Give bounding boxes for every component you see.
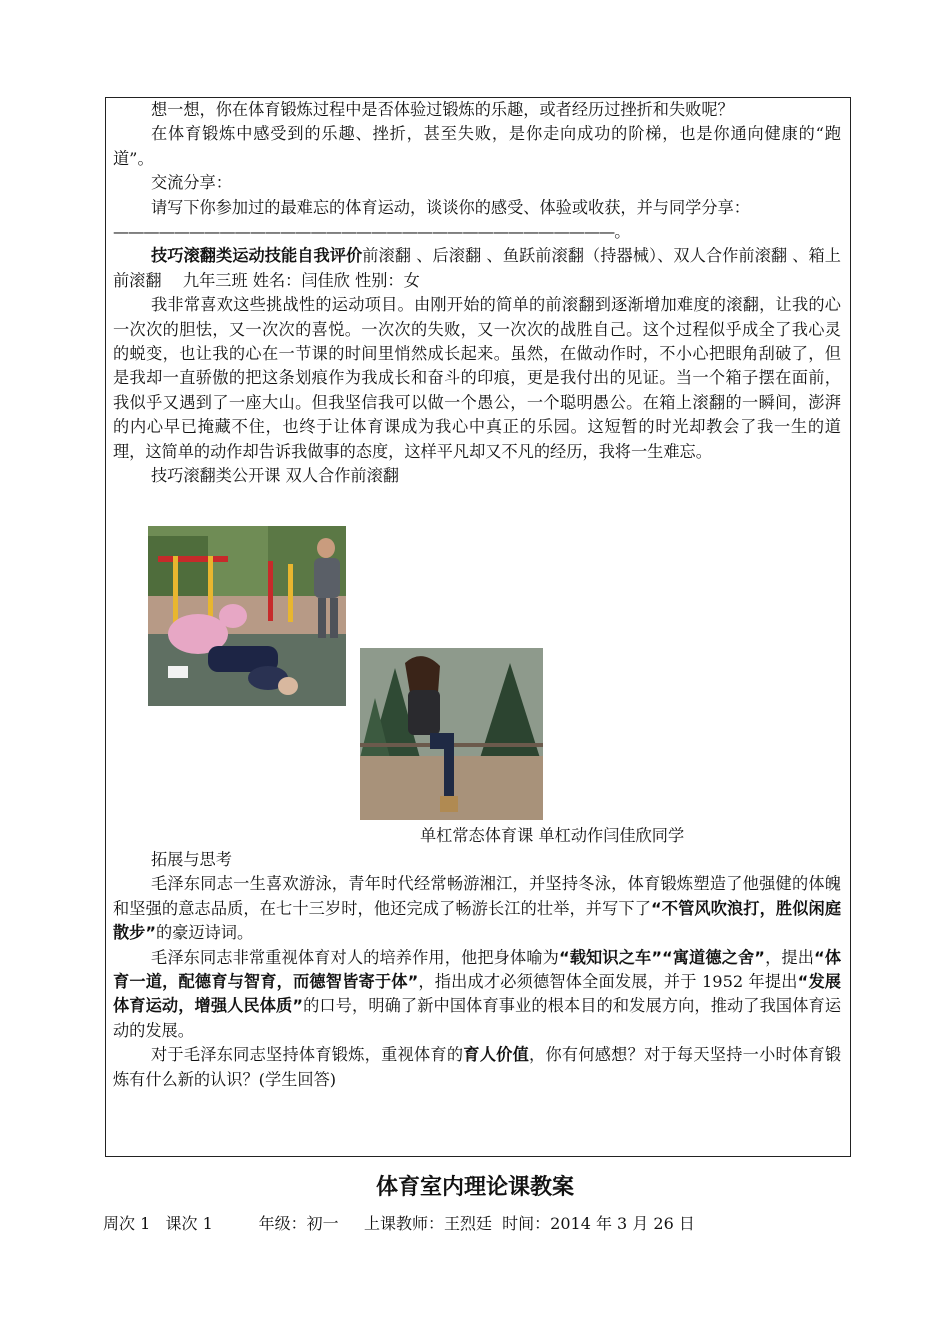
photo-caption-2: 单杠常态体育课 单杠动作闫佳欣同学 — [420, 826, 685, 845]
expand-section — [113, 848, 841, 1092]
rolling-photo — [148, 526, 346, 706]
p1-quote: “不管风吹浪打，胜似闲庭散步” — [113, 898, 842, 943]
answer-line: —————————————————————————————————。 — [113, 222, 630, 242]
page-title: 体育室内理论课教案 — [375, 1175, 574, 1200]
p1-text-c: 的豪迈诗词。 — [156, 923, 254, 943]
p2-quote-2: “体育一道，配德育与智育，而德智皆寄于体” — [113, 947, 842, 992]
p2-quote-3: “发展体育运动，增强人民体质” — [113, 972, 841, 1016]
p2-text-g: 的口号，明确了新中国体育事业的根本目的和发展方向，推动了我国体育运动的发展。 — [113, 996, 842, 1040]
expand-label: 拓展与思考 — [151, 850, 232, 869]
horizontal-bar-photo — [360, 648, 543, 820]
question-1: 想一想，你在体育锻炼过程中是否体验过锻炼的乐趣，或者经历过挫折和失败呢？ — [151, 100, 734, 119]
share-prompt: 请写下你参加过的最难忘的体育运动，谈谈你的感受、体验或收获，并与同学分享： — [151, 197, 750, 217]
expand-paragraph-3 — [113, 1043, 841, 1092]
expand-paragraph-2 — [113, 946, 841, 1044]
eval-items: 前滚翻 、后滚翻 、鱼跃前滚翻（持器械）、双人合作前滚翻 、箱上前滚翻 九年三班 姓名：闫佳欣 性别：女 — [113, 246, 841, 290]
p3-emphasis: 育人价值 — [463, 1045, 530, 1065]
p1-text-a: 毛泽东同志一生喜欢游泳，青年时代经常畅游湘江，并坚持冬泳，体育锻炼塑造了他强健的体魄和坚强的意志品质，在七十三岁时，他还完成了畅游长江的壮举，并写下了 — [113, 874, 841, 918]
expand-paragraph-1 — [113, 872, 841, 945]
p2-quote-1: “载知识之车”“寓道德之舍” — [558, 947, 765, 967]
p2-text-c: ，提出 — [764, 947, 815, 967]
share-label: 交流分享： — [151, 173, 232, 193]
lesson-content — [113, 98, 841, 489]
eval-title: 技巧滚翻类运动技能自我评价 — [151, 246, 363, 266]
eval-heading — [113, 244, 841, 293]
p3-text-a: 对于毛泽东同志坚持体育锻炼，重视体育的 — [151, 1045, 464, 1065]
lesson-meta: 周次 1 课次 1 年级：初一 上课教师：王烈廷 时间：2014 年 3 月 26 日 — [103, 1214, 695, 1233]
eval-essay: 我非常喜欢这些挑战性的运动项目。由刚开始的简单的前滚翻到逐渐增加难度的滚翻，让我的心一次次的胆怯，又一次次的喜悦。一次次的失败，又一次次的战胜自己。这个过程似乎成全了我心灵的蜕变，也让我的心在一节课的时间里悄然成长起来。虽然，在做动作时，不小心把眼角刮破了，但是我却一直骄傲的把这条划痕作为我成长和奋斗的印痕，更是我付出的见证。当一个箱子摆在面前，我似乎又遇到了一座大山。但我坚信我可以做一个愚公，一个聪明愚公。在箱上滚翻的一瞬间，澎湃的内心早已掩藏不住，也终于让体育课成为我心中真正的乐园。这短暂的时光却教会了我一生的道理，这简单的动作却告诉我做事的态度，这样平凡却又不凡的经历，我将一生难忘。 — [113, 295, 841, 461]
p2-text-e: ，指出成才必须德智体全面发展，并于 1952 年提出 — [418, 972, 798, 992]
p2-text-a: 毛泽东同志非常重视体育对人的培养作用，他把身体喻为 — [151, 947, 559, 967]
question-2: 在体育锻炼中感受到的乐趣、挫折，甚至失败，是你走向成功的阶梯，也是你通向健康的“跑道”。 — [113, 124, 841, 168]
photo-caption-1: 技巧滚翻类公开课 双人合作前滚翻 — [151, 466, 399, 486]
p3-text-c: ，你有何感想？对于每天坚持一小时体育锻炼有什么新的认识？(学生回答) — [113, 1045, 842, 1089]
